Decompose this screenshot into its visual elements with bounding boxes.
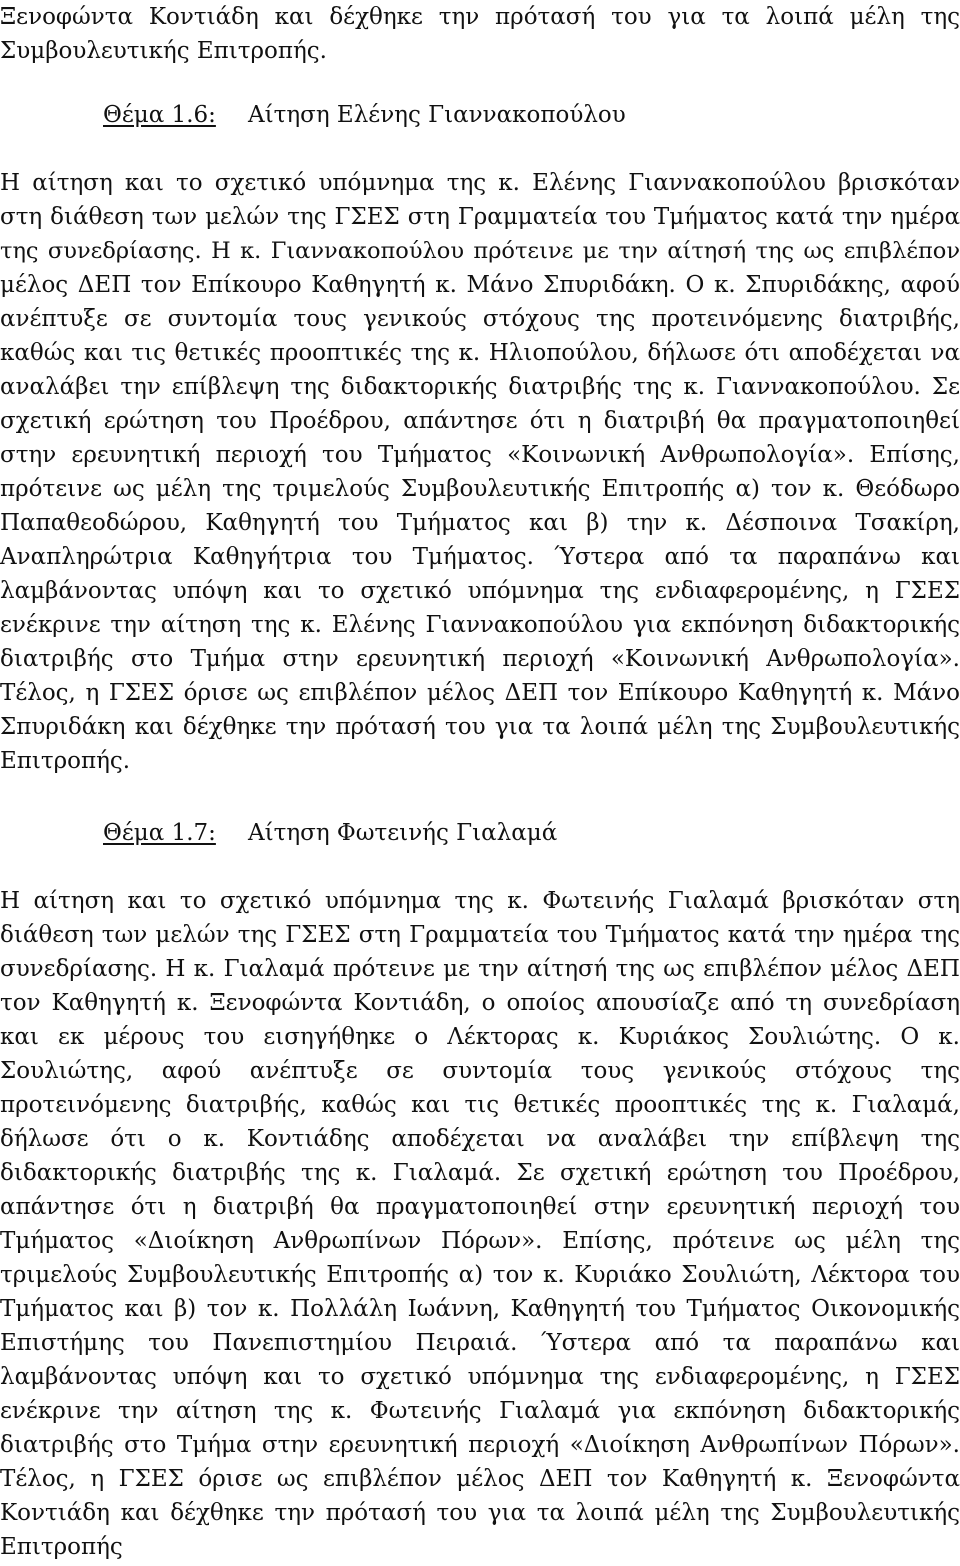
section-heading-1-6 — [103, 98, 803, 132]
paragraph-line: διατριβής στο Τμήμα στην ερευνητική περιοχή «Διοίκηση Ανθρωπίνων Πόρων». — [0, 1432, 960, 1458]
paragraph-line: Κοντιάδη και δέχθηκε την πρότασή του για τα λοιπά μέλη της Συμβουλευτικής — [0, 1500, 960, 1526]
heading-title: Αίτηση Φωτεινής Γιαλαμά — [248, 820, 558, 846]
paragraph-line: Αναπληρώτρια Καθηγήτρια του Τμήματος. Ύστερα από τα παραπάνω και — [0, 544, 960, 570]
paragraph-line: λαμβάνοντας υπόψη και το σχετικό υπόμνημα της ενδιαφερομένης, η ΓΣΕΣ — [0, 1364, 960, 1390]
paragraph-line: απάντησε ότι η διατριβή θα πραγματοποιηθεί στην ερευνητική περιοχή του — [0, 1194, 960, 1220]
heading-title: Αίτηση Ελένης Γιαννακοπούλου — [248, 102, 626, 128]
paragraph-line: Συμβουλευτικής Επιτροπής. — [0, 38, 327, 64]
heading-number: Θέμα 1.6: — [103, 102, 216, 128]
paragraph-line: δήλωσε ότι ο κ. Κοντιάδης αποδέχεται να αναλάβει την επίβλεψη της — [0, 1126, 960, 1152]
paragraph-line: πρότεινε ως μέλη της τριμελούς Συμβουλευτικής Επιτροπής α) τον κ. Θεόδωρο — [0, 476, 960, 502]
paragraph-line: ενέκρινε την αίτηση της κ. Φωτεινής Γιαλαμά για εκπόνηση διδακτορικής — [0, 1398, 960, 1424]
paragraph-line: αναλάβει την επίβλεψη της διδακτορικής διατριβής της κ. Γιαννακοπούλου. Σε — [0, 374, 960, 400]
paragraph-line: και εκ μέρους του εισηγήθηκε ο Λέκτορας κ. Κυριάκος Σουλιώτης. Ο κ. — [0, 1024, 960, 1050]
paragraph-line: Η αίτηση και το σχετικό υπόμνημα της κ. Φωτεινής Γιαλαμά βρισκόταν στη — [0, 888, 960, 914]
section-heading-1-7 — [103, 816, 803, 850]
paragraph-line: Τμήματος και β) τον κ. Πολλάλη Ιωάννη, Καθηγητή του Τμήματος Οικονομικής — [0, 1296, 960, 1322]
paragraph-line: Επιτροπής — [0, 1534, 123, 1560]
paragraph-line: καθώς και τις θετικές προοπτικές της κ. Ηλιοπούλου, δήλωσε ότι αποδέχεται να — [0, 340, 960, 366]
paragraph-line: προτεινόμενης διατριβής, καθώς και τις θετικές προοπτικές της κ. Γιαλαμά, — [0, 1092, 960, 1118]
paragraph-line: τριμελούς Συμβουλευτικής Επιτροπής α) τον κ. Κυριάκο Σουλιώτη, Λέκτορα του — [0, 1262, 960, 1288]
paragraph-line: λαμβάνοντας υπόψη και το σχετικό υπόμνημα της ενδιαφερομένης, η ΓΣΕΣ — [0, 578, 960, 604]
paragraph-line: ανέπτυξε σε συντομία τους γενικούς στόχους της προτεινόμενης διατριβής, — [0, 306, 960, 332]
paragraph-line: διατριβής στο Τμήμα στην ερευνητική περιοχή «Κοινωνική Ανθρωπολογία». — [0, 646, 960, 672]
paragraph-line: Ξενοφώντα Κοντιάδη και δέχθηκε την πρότασή του για τα λοιπά μέλη της — [0, 4, 960, 30]
heading-number: Θέμα 1.7: — [103, 820, 216, 846]
paragraph-line: συνεδρίασης. Η κ. Γιαλαμά πρότεινε με την αίτησή της ως επιβλέπον μέλος ΔΕΠ — [0, 956, 960, 982]
paragraph-line: ενέκρινε την αίτηση της κ. Ελένης Γιαννακοπούλου για εκπόνηση διδακτορικής — [0, 612, 960, 638]
paragraph-line: διδακτορικής διατριβής της κ. Γιαλαμά. Σε σχετική ερώτηση του Προέδρου, — [0, 1160, 960, 1186]
paragraph-line: διάθεση των μελών της ΓΣΕΣ στη Γραμματεία του Τμήματος κατά την ημέρα της — [0, 922, 960, 948]
paragraph-line: στην ερευνητική περιοχή του Τμήματος «Κοινωνική Ανθρωπολογία». Επίσης, — [0, 442, 960, 468]
paragraph-line: σχετική ερώτηση του Προέδρου, απάντησε ότι η διατριβή θα πραγματοποιηθεί — [0, 408, 960, 434]
paragraph-line: μέλος ΔΕΠ τον Επίκουρο Καθηγητή κ. Μάνο Σπυριδάκη. Ο κ. Σπυριδάκης, αφού — [0, 272, 960, 298]
paragraph-line: Σπυριδάκη και δέχθηκε την πρότασή του για τα λοιπά μέλη της Συμβουλευτικής — [0, 714, 960, 740]
paragraph-line: Παπαθεοδώρου, Καθηγητή του Τμήματος και β) την κ. Δέσποινα Τσακίρη, — [0, 510, 960, 536]
paragraph-line: Η αίτηση και το σχετικό υπόμνημα της κ. Ελένης Γιαννακοπούλου βρισκόταν — [0, 170, 960, 196]
paragraph-line: στη διάθεση των μελών της ΓΣΕΣ στη Γραμματεία του Τμήματος κατά την ημέρα — [0, 204, 960, 230]
paragraph-line: Σουλιώτης, αφού ανέπτυξε σε συντομία τους γενικούς στόχους της — [0, 1058, 960, 1084]
paragraph-line: της συνεδρίασης. Η κ. Γιαννακοπούλου πρότεινε με την αίτησή της ως επιβλέπον — [0, 238, 960, 264]
paragraph-line: Τέλος, η ΓΣΕΣ όρισε ως επιβλέπον μέλος ΔΕΠ τον Καθηγητή κ. Ξενοφώντα — [0, 1466, 960, 1492]
paragraph-line: Τμήματος «Διοίκηση Ανθρωπίνων Πόρων». Επίσης, πρότεινε ως μέλη της — [0, 1228, 960, 1254]
paragraph-line: Τέλος, η ΓΣΕΣ όρισε ως επιβλέπον μέλος ΔΕΠ τον Επίκουρο Καθηγητή κ. Μάνο — [0, 680, 960, 706]
paragraph-line: Επιτροπής. — [0, 748, 131, 774]
paragraph-line: τον Καθηγητή κ. Ξενοφώντα Κοντιάδη, ο οποίος απουσίαζε από τη συνεδρίαση — [0, 990, 960, 1016]
paragraph-line: Επιστήμης του Πανεπιστημίου Πειραιά. Ύστερα από τα παραπάνω και — [0, 1330, 960, 1356]
